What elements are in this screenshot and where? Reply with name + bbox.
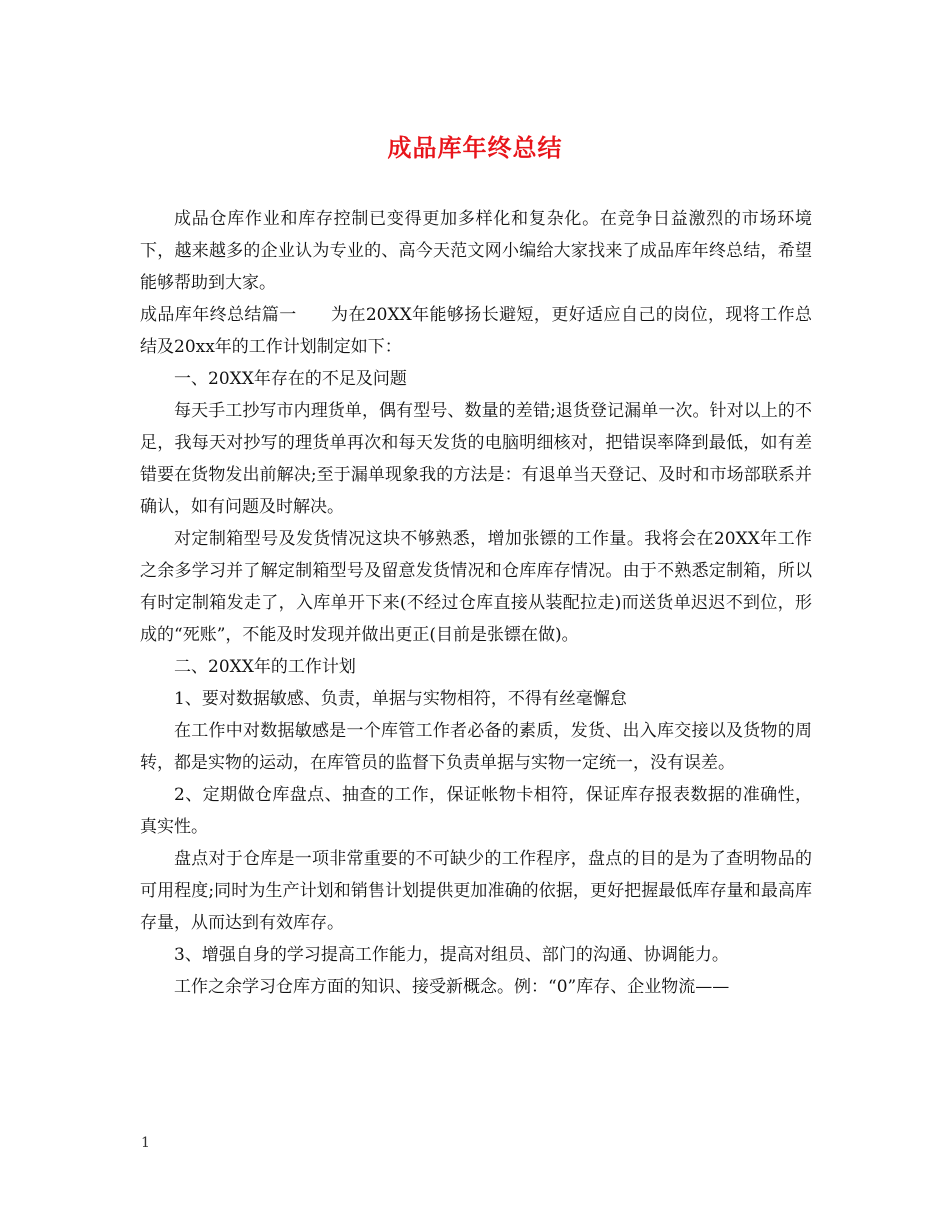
paragraph-plan-1: 在工作中对数据敏感是一个库管工作者必备的素质，发货、出入库交接以及货物的周转，都是实物的运动，在库管员的监督下负责单据与实物一定统一，没有误差。 [140,721,812,773]
plan-item-3: 3、增强自身的学习提高工作能力，提高对组员、部门的沟通、协调能力。 [174,945,729,965]
section-label: 成品库年终总结篇一 [140,305,297,325]
paragraph-intro: 成品仓库作业和库存控制已变得更加多样化和复杂化。在竞争日益激烈的市场环境下，越来越多的企业认为专业的、高今天范文网小编给大家找来了成品库年终总结，希望能够帮助到大家。 [140,209,812,293]
paragraph-section-one-intro [140,299,812,363]
section-intro-text: 为在20XX年能够扬长避短，更好适应自己的岗位，现将工作总结及20xx年的工作计划制定如下： [140,305,812,357]
document-body [140,203,812,1003]
heading-work-plan: 二、20XX年的工作计划 [174,657,356,677]
paragraph-problems-2: 对定制箱型号及发货情况这块不够熟悉，增加张镖的工作量。我将会在20XX年工作之余多学习并了解定制箱型号及留意发货情况和仓库库存情况。由于不熟悉定制箱，所以有时定制箱发走了，入库单开下来(不经过仓库直接从装配拉走)而送货单迟迟不到位，形成的“死账”，不能及时发现并做出更正(目前是张镖在做)。 [140,529,812,645]
plan-item-2: 2、定期做仓库盘点、抽查的工作，保证帐物卡相符，保证库存报表数据的准确性，真实性。 [140,785,812,837]
paragraph-plan-3: 工作之余学习仓库方面的知识、接受新概念。例：“0”库存、企业物流—— [174,977,730,997]
page-number: 1 [141,1135,150,1151]
heading-problems: 一、20XX年存在的不足及问题 [174,369,407,389]
paragraph-problems-1: 每天手工抄写市内理货单，偶有型号、数量的差错;退货登记漏单一次。针对以上的不足，我每天对抄写的理货单再次和每天发货的电脑明细核对，把错误率降到最低，如有差错要在货物发出前解决;至于漏单现象我的方法是：有退单当天登记、及时和市场部联系并确认，如有问题及时解决。 [140,401,812,517]
document-title: 成品库年终总结 [387,133,563,162]
plan-item-1: 1、要对数据敏感、负责，单据与实物相符，不得有丝毫懈怠 [174,689,627,709]
paragraph-plan-2: 盘点对于仓库是一项非常重要的不可缺少的工作程序，盘点的目的是为了查明物品的可用程度;同时为生产计划和销售计划提供更加准确的依据，更好把握最低库存量和最高库存量，从而达到有效库存。 [140,849,812,933]
